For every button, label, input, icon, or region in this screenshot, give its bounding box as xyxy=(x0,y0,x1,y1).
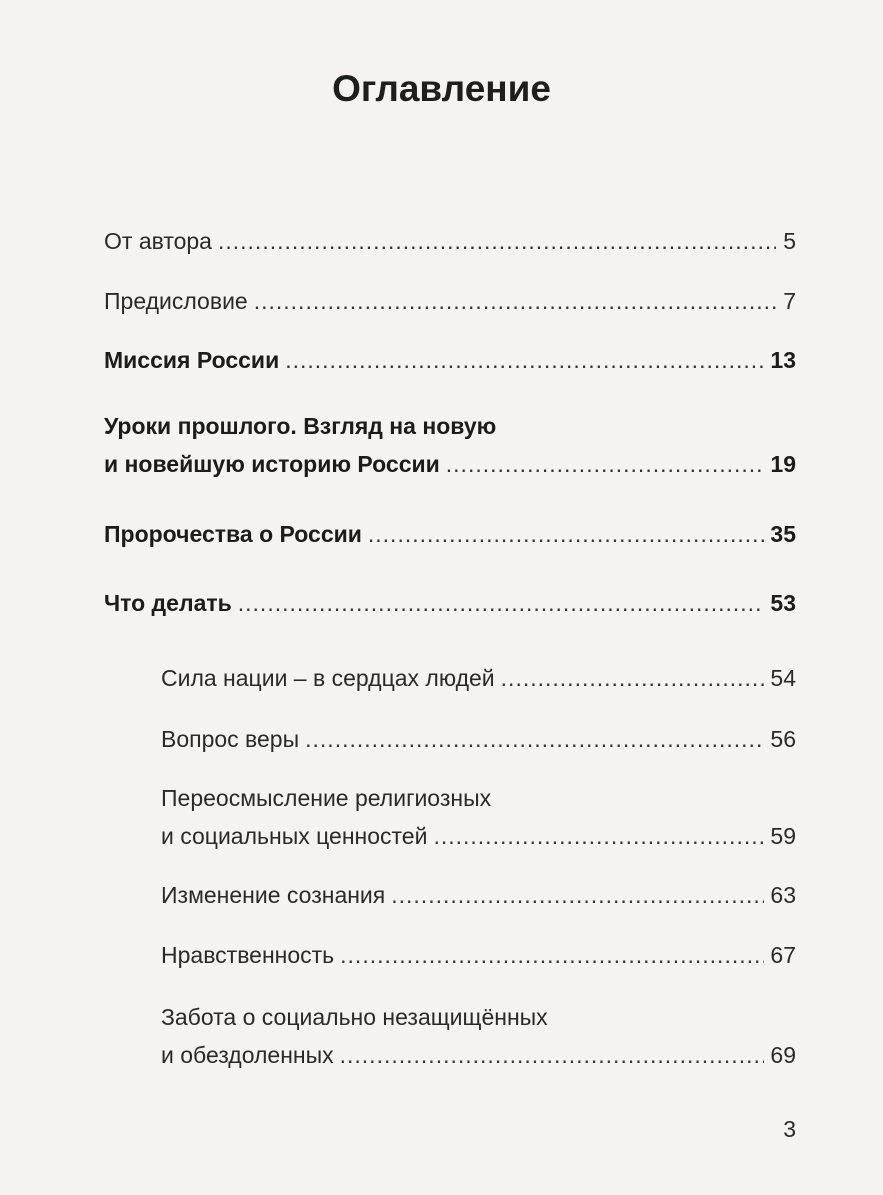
toc-entry-title: Что делать xyxy=(104,590,232,616)
toc-subentry-nation-strength xyxy=(161,659,796,697)
toc-page-number: 19 xyxy=(770,451,796,477)
toc-entry-title: Вопрос веры xyxy=(161,726,300,752)
toc-entry-title: Пророчества о России xyxy=(104,521,362,547)
toc-page-number: 13 xyxy=(770,347,796,373)
page-folio-number: 3 xyxy=(783,1116,796,1142)
toc-page-number: 67 xyxy=(770,942,796,968)
toc-entry-title-line1: Уроки прошлого. Взгляд на новую xyxy=(104,413,497,439)
toc-page-number: 53 xyxy=(770,590,796,616)
toc-entry-title-line1: Переосмысление религиозных xyxy=(161,785,492,811)
toc-entry-title-line2: и новейшую историю России xyxy=(104,451,440,477)
dot-leader xyxy=(433,817,764,855)
toc-entry-title-line2: и социальных ценностей xyxy=(161,823,428,849)
toc-subentry-faith xyxy=(161,720,796,758)
toc-page-number: 59 xyxy=(770,823,796,849)
toc-subentry-morality xyxy=(161,936,796,974)
toc-page-number: 35 xyxy=(770,521,796,547)
toc-entry-title: От автора xyxy=(104,228,212,254)
toc-page-number: 7 xyxy=(783,288,796,314)
toc-entry-mission xyxy=(104,341,796,379)
dot-leader xyxy=(340,936,764,974)
toc-page-number: 69 xyxy=(770,1042,796,1068)
toc-page-number: 63 xyxy=(770,882,796,908)
toc-subentry-rethinking xyxy=(161,779,796,855)
toc-entry-preface xyxy=(104,282,796,320)
dot-leader xyxy=(340,1036,765,1074)
dot-leader xyxy=(285,341,764,379)
toc-entry-prophecies xyxy=(104,515,796,553)
toc-entry-title: Предисловие xyxy=(104,288,248,314)
dot-leader xyxy=(218,222,776,260)
dot-leader xyxy=(305,720,764,758)
toc-subentry-care xyxy=(161,998,796,1074)
toc-entry-title-line2: и обездоленных xyxy=(161,1042,334,1068)
toc-entry-title: Изменение сознания xyxy=(161,882,386,908)
toc-entry-title-line1: Забота о социально незащищённых xyxy=(161,1004,548,1030)
dot-leader xyxy=(391,876,764,914)
toc-page-number: 5 xyxy=(783,228,796,254)
dot-leader xyxy=(254,282,776,320)
toc-entry-title: Миссия России xyxy=(104,347,280,373)
dot-leader xyxy=(238,584,765,622)
dot-leader xyxy=(501,659,765,697)
dot-leader xyxy=(368,515,765,553)
toc-page-number: 54 xyxy=(770,665,796,691)
page-title: Оглавление xyxy=(332,68,551,109)
toc-entry-title: Сила нации – в сердцах людей xyxy=(161,665,495,691)
toc-entry-what-to-do xyxy=(104,584,796,622)
toc-page-number: 56 xyxy=(770,726,796,752)
dot-leader xyxy=(446,445,765,483)
toc-entry-title: Нравственность xyxy=(161,942,335,968)
toc-subentry-consciousness xyxy=(161,876,796,914)
toc-entry-from-author xyxy=(104,222,796,260)
toc-entry-lessons xyxy=(104,407,796,483)
